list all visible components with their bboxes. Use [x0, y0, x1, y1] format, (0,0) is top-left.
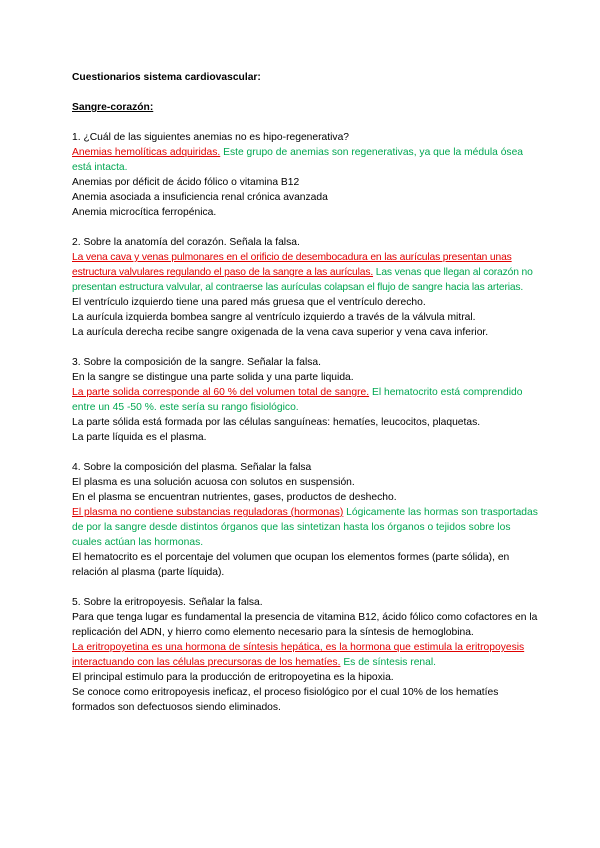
section-heading: Sangre-corazón: [72, 102, 154, 113]
question-4 [72, 460, 542, 580]
answer-block [72, 250, 542, 295]
question-2 [72, 235, 542, 340]
statement: El plasma es una solución acuosa con solutos en suspensión. [72, 477, 355, 488]
document-content [72, 70, 542, 715]
option: La parte líquida es el plasma. [72, 432, 207, 443]
correct-answer: El plasma no contiene substancias reguladoras (hormonas) [72, 507, 344, 518]
option: La parte sólida está formada por las células sanguíneas: hematíes, leucocitos, plaquetas. [72, 417, 481, 428]
option: Anemia microcítica ferropénica. [72, 207, 217, 218]
question-1 [72, 130, 542, 220]
question-text: 3. Sobre la composición de la sangre. Señalar la falsa. [72, 357, 321, 368]
correct-answer: Anemias hemolíticas adquiridas. [72, 147, 221, 158]
document-title: Cuestionarios sistema cardiovascular: [72, 72, 261, 83]
question-text: 1. ¿Cuál de las siguientes anemias no es hipo-regenerativa? [72, 132, 350, 143]
statement: Para que tenga lugar es fundamental la presencia de vitamina B12, ácido fólico como cofactores en la replicación del ADN, y hierro como elemento necesario para la síntesis de hemoglobina. [72, 612, 538, 638]
option: Se conoce como eritropoyesis ineficaz, el proceso fisiológico por el cual 10% de los hematíes formados son defectuosos siendo eliminados. [72, 687, 499, 713]
answer-block [72, 640, 542, 670]
option: Anemia asociada a insuficiencia renal crónica avanzada [72, 192, 328, 203]
question-text: 2. Sobre la anatomía del corazón. Señala la falsa. [72, 237, 300, 248]
option: Anemias por déficit de ácido fólico o vitamina B12 [72, 177, 300, 188]
explanation: El hematocrito está comprendido entre un 45 -50 %. este sería su rango fisiológico. [72, 387, 523, 413]
correct-answer: La vena cava y venas pulmonares en el orificio de desembocadura en las aurículas presentan unas estructura valvulares regulando el paso de la sangre a las aurículas. [72, 252, 512, 278]
question-5 [72, 595, 542, 715]
explanation: Lógicamente las hormas son trasportadas de por la sangre desde distintos órganos que las sintetizan hasta los órganos o tejidos sobre los cuales actúan las hormonas. [72, 507, 538, 548]
option: La aurícula izquierda bombea sangre al ventrículo izquierdo a través de la válvula mitral. [72, 312, 476, 323]
option: El ventrículo izquierdo tiene una pared más gruesa que el ventrículo derecho. [72, 297, 426, 308]
explanation: Es de síntesis renal. [340, 657, 437, 668]
question-text: 4. Sobre la composición del plasma. Señalar la falsa [72, 462, 312, 473]
explanation: Este grupo de anemias son regenerativas, ya que la médula ósea está intacta. [72, 147, 524, 173]
option: La aurícula derecha recibe sangre oxigenada de la vena cava superior y vena cava inferior. [72, 327, 489, 338]
answer-block [72, 145, 542, 175]
answer-block [72, 385, 542, 415]
statement: En la sangre se distingue una parte solida y una parte liquida. [72, 372, 354, 383]
question-text: 5. Sobre la eritropoyesis. Señalar la falsa. [72, 597, 263, 608]
explanation: Las venas que llegan al corazón no presentan estructura valvular, al contraerse las aurículas colapsan el flujo de sangre hacia las arterias. [72, 267, 533, 293]
correct-answer: La parte solida corresponde al 60 % del volumen total de sangre. [72, 387, 370, 398]
correct-answer: La eritropoyetina es una hormona de síntesis hepática, es la hormona que estimula la eritropoyesis interactuando con las células precursoras de los hematíes. [72, 642, 525, 668]
option: El hematocrito es el porcentaje del volumen que ocupan los elementos formes (parte sólida), en relación al plasma (parte líquida). [72, 552, 510, 578]
statement: En el plasma se encuentran nutrientes, gases, productos de deshecho. [72, 492, 397, 503]
option: El principal estimulo para la producción de eritropoyetina es la hipoxia. [72, 672, 394, 683]
answer-block [72, 505, 542, 550]
question-3 [72, 355, 542, 445]
